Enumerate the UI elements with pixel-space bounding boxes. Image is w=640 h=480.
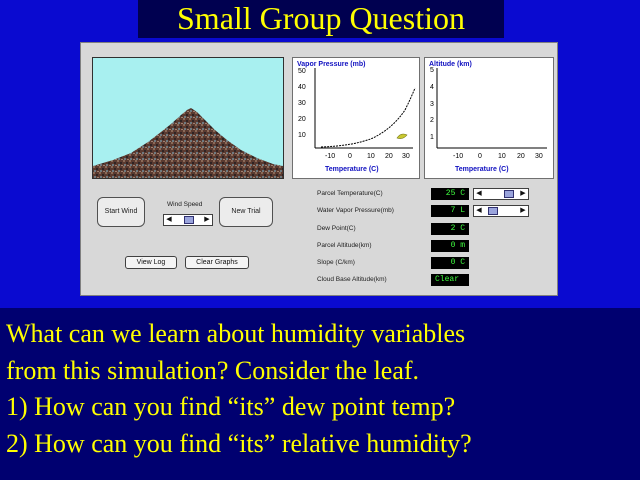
question-text bbox=[6, 316, 636, 462]
water-vapor-pressure-value: 7 L bbox=[431, 205, 469, 217]
altitude-xtick-0: 0 bbox=[478, 153, 482, 160]
wind-speed-label: Wind Speed bbox=[167, 201, 203, 208]
vapor-xtick-0: 0 bbox=[348, 153, 352, 160]
altitude-plot bbox=[425, 58, 553, 178]
question-line-1: What can we learn about humidity variables bbox=[6, 319, 466, 348]
parcel-temperature-value: 25 C bbox=[431, 188, 469, 200]
vapor-xtick-10: 10 bbox=[367, 153, 375, 160]
question-line-3: 1) How can you find “its” dew point temp? bbox=[6, 392, 456, 421]
wind-speed-slider[interactable] bbox=[163, 214, 213, 226]
vapor-ytick-30: 30 bbox=[298, 100, 306, 107]
vapor-ytick-40: 40 bbox=[298, 84, 306, 91]
vapor-ytick-50: 50 bbox=[298, 68, 306, 75]
water-vapor-pressure-slider[interactable] bbox=[473, 205, 529, 217]
vapor-pressure-graph bbox=[292, 57, 420, 179]
water-vapor-pressure-right-arrow-icon[interactable]: ▶ bbox=[520, 207, 526, 214]
new-trial-button[interactable]: New Trial bbox=[219, 197, 273, 227]
slope-label: Slope (C/km) bbox=[317, 259, 355, 266]
water-vapor-pressure-left-arrow-icon[interactable]: ◀ bbox=[476, 207, 482, 214]
altitude-x-label: Temperature (C) bbox=[455, 166, 509, 173]
altitude-ytick-5: 5 bbox=[430, 67, 434, 74]
altitude-xtick-30: 30 bbox=[535, 153, 543, 160]
altitude-graph bbox=[424, 57, 554, 179]
question-line-2: from this simulation? Consider the leaf. bbox=[6, 355, 420, 385]
slope-value: 0 C bbox=[431, 257, 469, 269]
slide-title: Small Group Question bbox=[177, 0, 465, 36]
parcel-temperature-right-arrow-icon[interactable]: ▶ bbox=[520, 190, 526, 197]
wind-speed-right-arrow-icon[interactable]: ▶ bbox=[204, 216, 210, 223]
cloud-base-altitude-label: Cloud Base Altitude(km) bbox=[317, 276, 387, 283]
wind-speed-thumb[interactable] bbox=[184, 216, 194, 224]
altitude-xtick-10: 10 bbox=[498, 153, 506, 160]
wind-speed-left-arrow-icon[interactable]: ◀ bbox=[166, 216, 172, 223]
parcel-temperature-slider[interactable] bbox=[473, 188, 529, 200]
vapor-graph-title: Vapor Pressure (mb) bbox=[297, 61, 366, 68]
altitude-graph-title: Altitude (km) bbox=[429, 61, 472, 68]
parcel-altitude-label: Parcel Altitude(km) bbox=[317, 242, 372, 249]
view-log-button[interactable]: View Log bbox=[125, 256, 177, 269]
parcel-temperature-left-arrow-icon[interactable]: ◀ bbox=[476, 190, 482, 197]
clear-graphs-button[interactable]: Clear Graphs bbox=[185, 256, 249, 269]
question-line-4: 2) How can you find “its” relative humidity? bbox=[6, 428, 472, 458]
parcel-altitude-value: 0 m bbox=[431, 240, 469, 252]
mountain-illustration bbox=[93, 58, 283, 178]
dew-point-label: Dew Point(C) bbox=[317, 225, 356, 232]
altitude-xtick-m10: -10 bbox=[453, 153, 464, 160]
vapor-pressure-plot bbox=[293, 58, 419, 178]
vapor-xtick-30: 30 bbox=[402, 153, 410, 160]
vapor-ytick-20: 20 bbox=[298, 116, 306, 123]
dew-point-value: 2 C bbox=[431, 223, 469, 235]
vapor-xtick-20: 20 bbox=[385, 153, 393, 160]
water-vapor-pressure-label: Water Vapor Pressure(mb) bbox=[317, 207, 394, 214]
mountain-scene bbox=[92, 57, 284, 179]
parcel-temperature-label: Parcel Temperature(C) bbox=[317, 190, 383, 197]
altitude-ytick-3: 3 bbox=[430, 101, 434, 108]
parcel-temperature-thumb[interactable] bbox=[504, 190, 514, 198]
vapor-x-label: Temperature (C) bbox=[325, 166, 379, 173]
altitude-xtick-20: 20 bbox=[517, 153, 525, 160]
start-wind-button[interactable]: Start Wind bbox=[97, 197, 145, 227]
water-vapor-pressure-thumb[interactable] bbox=[488, 207, 498, 215]
leaf-marker bbox=[397, 134, 407, 139]
simulation-window bbox=[80, 42, 558, 296]
altitude-ytick-4: 4 bbox=[430, 84, 434, 91]
vapor-ytick-10: 10 bbox=[298, 132, 306, 139]
altitude-ytick-2: 2 bbox=[430, 117, 434, 124]
vapor-xtick-m10: -10 bbox=[325, 153, 336, 160]
cloud-base-altitude-value: Clear bbox=[431, 274, 469, 286]
altitude-ytick-1: 1 bbox=[430, 134, 434, 141]
